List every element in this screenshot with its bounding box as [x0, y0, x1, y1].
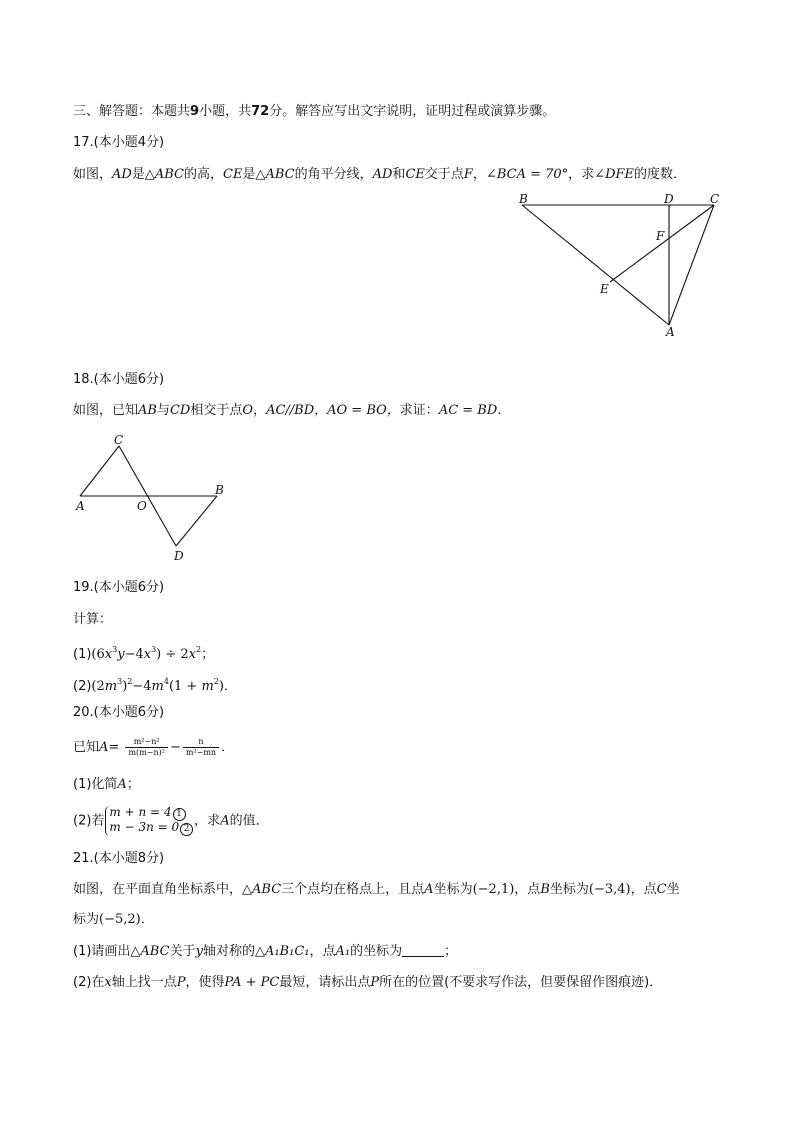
- q20-heading: 20.(本小题6分): [73, 705, 165, 720]
- segment-ba: [522, 205, 669, 325]
- q21-heading: 21.(本小题8分): [73, 851, 165, 866]
- q19-heading: 19.(本小题6分): [73, 580, 165, 595]
- label-a: A: [76, 499, 85, 513]
- q21-text-line1: 如图，在平面直角坐标系中，△ABC三个点均在格点上，且点A坐标为(−2,1)，点B坐标为(−3,4)，点C坐: [73, 882, 680, 897]
- q20-part2: (2)若 m + n = 4 1 m − 3n = 0 2 ，求A的值．: [73, 805, 269, 834]
- label-a: A: [666, 325, 675, 339]
- label-o: O: [137, 499, 147, 513]
- q18-text: 如图，已知AB与CD相交于点O，AC//BD，AO = BO，求证：AC = BD．: [73, 403, 511, 418]
- label-b: B: [519, 192, 528, 206]
- fraction-1: $\frac{\text{m²−n²}}{\text{m(m−n)²}}$: [125, 737, 167, 758]
- q19-part1: $(1)(6x^3y-4x^3) \div 2x^2$；: [73, 645, 215, 662]
- fraction-2: $\frac{n}{\text{m²−mn}}$: [183, 737, 219, 758]
- label-b: B: [215, 483, 224, 497]
- section-heading: 三、解答题：本题共9小题，共72分。解答应写出文字说明，证明过程或演算步骤。: [73, 104, 556, 119]
- q19-part2: $(2)(2m^3)^2-4m^4(1 + m^2)$．: [73, 677, 237, 694]
- q17-triangle-figure: [510, 190, 730, 340]
- label-d: D: [664, 192, 674, 206]
- q21-text-line2: 标为(−5,2)．: [73, 912, 154, 927]
- segment-ca: [669, 205, 714, 325]
- q17-heading: 17.(本小题4分): [73, 135, 165, 150]
- segment-bd: [176, 496, 217, 546]
- label-c: C: [710, 192, 720, 206]
- q21-part2: (2)在x轴上找一点P，使得PA + PC最短，请标出点P所在的位置(不要求写作法，但要保留作图痕迹)．: [73, 975, 663, 990]
- q18-figure: [70, 430, 240, 565]
- equation-system: m + n = 4 1 m − 3n = 0 2: [105, 806, 193, 836]
- q19-intro: 计算：: [73, 612, 113, 627]
- label-d: D: [174, 549, 184, 563]
- label-f: F: [656, 229, 665, 243]
- q20-definition: 已知A= $\frac{\text{m²−n²}}{\text{m(m−n)²}}$ − $\frac{n}{\text{m²−mn}}$ ．: [73, 737, 235, 757]
- label-e: E: [600, 282, 609, 296]
- label-c: C: [114, 433, 124, 447]
- segment-ce: [610, 205, 714, 282]
- segment-ac: [80, 446, 119, 496]
- q17-text: 如图，AD是△ABC的高，CE是△ABC的角平分线，AD和CE交于点F，∠BCA = 70°，求∠DFE的度数．: [73, 167, 687, 182]
- q18-heading: 18.(本小题6分): [73, 372, 165, 387]
- answer-blank[interactable]: [402, 944, 444, 957]
- q21-part1: (1)请画出△ABC关于y轴对称的△A₁B₁C₁，点A₁的坐标为 ；: [73, 944, 458, 959]
- q20-part1: (1)化简A；: [73, 777, 140, 792]
